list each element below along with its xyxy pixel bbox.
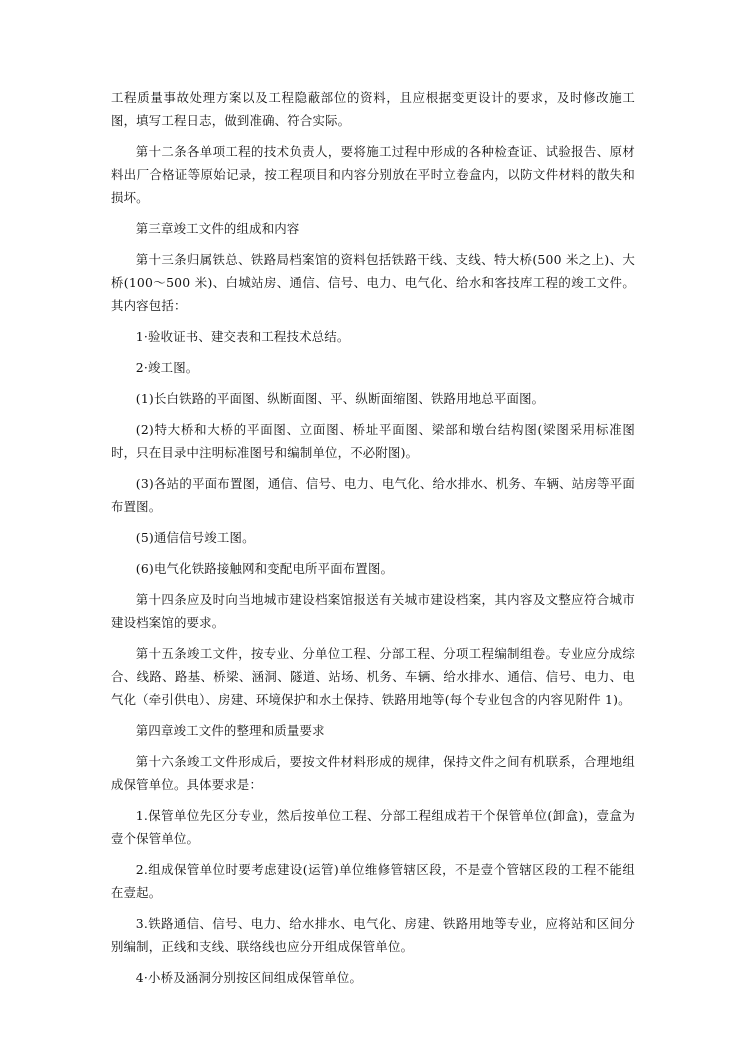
requirement-item-4: 4·小桥及涵洞分别按区间组成保管单位。	[135, 970, 363, 985]
sub-item-2: (2)特大桥和大桥的平面图、立面图、桥址平面图、梁部和墩台结构图(梁图采用标准图时，只在目录中注明标准图号和编制单位，不必附图)。	[111, 422, 635, 460]
sub-item-1: (1)长白铁路的平面图、纵断面图、平、纵断面缩图、铁路用地总平面图。	[135, 391, 545, 406]
sub-item-5: (5)通信信号竣工图。	[135, 530, 255, 545]
chapter-3-heading: 第三章竣工文件的组成和内容	[135, 221, 300, 236]
document-body	[111, 86, 635, 997]
paragraph-article-16: 第十六条竣工文件形成后，要按文件材料形成的规律，保持文件之间有机联系，合理地组成保管单位。具体要求是：	[111, 754, 635, 792]
sub-item-3: (3)各站的平面布置图，通信、信号、电力、电气化、给水排水、机务、车辆、站房等平面布置图。	[111, 476, 635, 514]
chapter-4-heading: 第四章竣工文件的整理和质量要求	[135, 723, 325, 738]
requirement-item-1: 1.保管单位先区分专业，然后按单位工程、分部工程组成若干个保管单位(卸盒)，壹盒为壹个保管单位。	[111, 808, 635, 846]
paragraph-article-14: 第十四条应及时向当地城市建设档案馆报送有关城市建设档案，其内容及文整应符合城市建设档案馆的要求。	[111, 592, 635, 630]
paragraph-continuation: 工程质量事故处理方案以及工程隐蔽部位的资料，且应根据变更设计的要求，及时修改施工图，填写工程日志，做到准确、符合实际。	[111, 90, 635, 128]
paragraph-article-12: 第十二条各单项工程的技术负责人，要将施工过程中形成的各种检查证、试验报告、原材料出厂合格证等原始记录，按工程项目和内容分别放在平时立卷盒内，以防文件材料的散失和损坏。	[111, 144, 635, 205]
list-item-1: 1·验收证书、建交表和工程技术总结。	[135, 329, 350, 344]
list-item-2: 2·竣工图。	[135, 360, 199, 375]
requirement-item-2: 2.组成保管单位时要考虑建设(运管)单位维修管辖区段，不是壹个管辖区段的工程不能组在壹起。	[111, 862, 635, 900]
requirement-item-3: 3.铁路通信、信号、电力、给水排水、电气化、房建、铁路用地等专业，应将站和区间分别编制，正线和支线、联络线也应分开组成保管单位。	[111, 916, 635, 954]
paragraph-article-15: 第十五条竣工文件，按专业、分单位工程、分部工程、分项工程编制组卷。专业应分成综合、线路、路基、桥梁、涵洞、隧道、站场、机务、车辆、给水排水、通信、信号、电力、电气化（牵引供电）、房建、环境保护和水土保持、铁路用地等(每个专业包含的内容见附件 1)。	[111, 646, 635, 707]
paragraph-article-13: 第十三条归属铁总、铁路局档案馆的资料包括铁路干线、支线、特大桥(500 米之上)、大桥(100～500 米)、白城站房、通信、信号、电力、电气化、给水和客技库工程的竣工文件。其内容包括：	[111, 252, 635, 313]
sub-item-6: (6)电气化铁路接触网和变配电所平面布置图。	[135, 561, 394, 576]
